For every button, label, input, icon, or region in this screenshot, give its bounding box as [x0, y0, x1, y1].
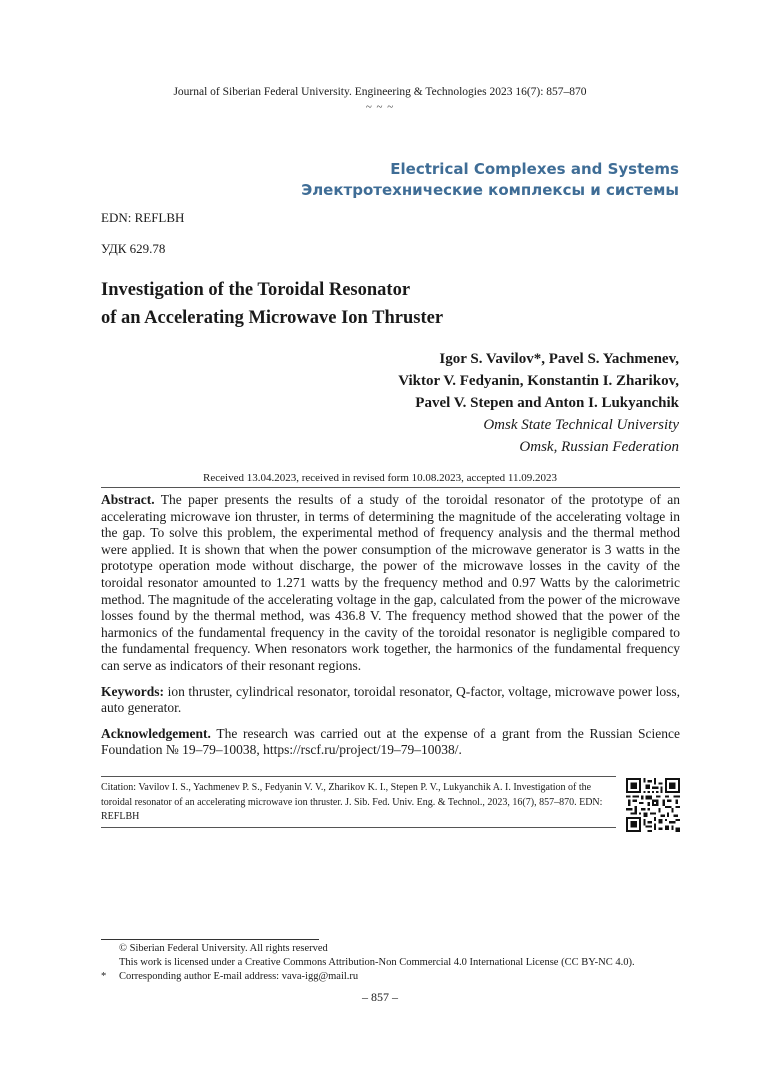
- affiliation: Omsk State Technical University: [483, 417, 679, 433]
- acknowledgement-paragraph: [101, 726, 680, 759]
- copyright-note: © Siberian Federal University. All rights reserved: [119, 943, 328, 954]
- abstract-section: [101, 492, 680, 768]
- citation: Citation: Vavilov I. S., Yachmenev P. S., Fedyanin V. V., Zharikov K. I., Stepen P. V., Lukyanchik A. I. Investigation of the toroidal resonator of an accelerating microwave ion thruster. J. Sib. Fed. Univ. Eng. & Technol., 2023, 16(7), 857–870. EDN: REFLBH: [101, 782, 603, 822]
- page-number: – 857 –: [362, 990, 398, 1004]
- keywords-text: ion thruster, cylindrical resonator, toroidal resonator, Q-factor, voltage, microwave power loss, auto generator.: [101, 683, 680, 716]
- footnotes: [101, 942, 691, 984]
- affiliation-location: Omsk, Russian Federation: [519, 439, 679, 455]
- author-block: [398, 348, 679, 458]
- abstract-label: Abstract.: [101, 492, 155, 507]
- header-ornament: ~ ~ ~: [365, 101, 395, 113]
- authors-line-3: Pavel V. Stepen and Anton I. Lukyanchik: [415, 395, 679, 411]
- journal-header: Journal of Siberian Federal University. Engineering & Technologies 2023 16(7): 857–870: [173, 86, 587, 98]
- corresponding-author-text: Corresponding author E-mail address: vava-igg@mail.ru: [119, 971, 359, 982]
- divider-top: [101, 487, 680, 488]
- qr-code-icon[interactable]: [626, 778, 680, 832]
- received-dates: Received 13.04.2023, received in revised form 10.08.2023, accepted 11.09.2023: [203, 472, 557, 484]
- paper-title-line-2: of an Accelerating Microwave Ion Thruster: [101, 308, 444, 328]
- abstract-text: The paper presents the results of a study of the toroidal resonator of the prototype of an accelerating microwave ion thruster, in terms of determining the magnitude of the accelerating voltage in the gap. To solve this problem, the experimental method of frequency analysis and the thermal method were applied. It is shown that when the power consumption of the microwave generator is 3 watts in the prototype operation mode without discharge, the power of the microwave losses in the cavity of the toroidal resonator amounted to 1.271 watts by the frequency method and 0.97 Watts by the calorimetric method. The magnitude of the accelerating voltage in the gap, calculated from the power of the microwave losses found by the thermal method, was 436.8 V. The frequency method showed that the power of the harmonics of the fundamental frequency in the cavity of the toroidal resonator is negligible compared to the fundamental frequency. When resonators work together, the harmonics of the fundamental frequency can serve as indicators of their resonant regions.: [101, 492, 680, 673]
- footnote-asterisk: *: [101, 971, 107, 982]
- section-title-en: Electrical Complexes and Systems: [390, 160, 679, 178]
- authors-line-2: Viktor V. Fedyanin, Konstantin I. Zharikov,: [398, 373, 679, 389]
- keywords-paragraph: [101, 684, 680, 717]
- footnote-rule: [101, 939, 319, 940]
- paper-title: [101, 276, 443, 332]
- corresponding-author-note: [101, 970, 691, 984]
- citation-top-rule: [101, 776, 616, 777]
- edn-id: EDN: REFLBH: [101, 210, 185, 225]
- acknowledgement-text: The research was carried out at the expense of a grant from the Russian Science Foundation № 19–79–10038, https://rscf.ru/project/19–79–10038/.: [101, 725, 680, 758]
- abstract-paragraph: [101, 492, 680, 675]
- section-title-ru: Электротехнические комплексы и системы: [301, 181, 679, 199]
- keywords-label: Keywords:: [101, 683, 164, 699]
- udk-id: УДК 629.78: [101, 241, 166, 256]
- acknowledgement-label: Acknowledgement.: [101, 725, 211, 741]
- paper-title-line-1: Investigation of the Toroidal Resonator: [101, 280, 411, 300]
- citation-bottom-rule: [101, 827, 616, 828]
- license-note: This work is licensed under a Creative Commons Attribution-Non Commercial 4.0 International License (CC BY-NC 4.0).: [119, 957, 635, 968]
- authors-line-1: Igor S. Vavilov*, Pavel S. Yachmenev,: [439, 351, 679, 367]
